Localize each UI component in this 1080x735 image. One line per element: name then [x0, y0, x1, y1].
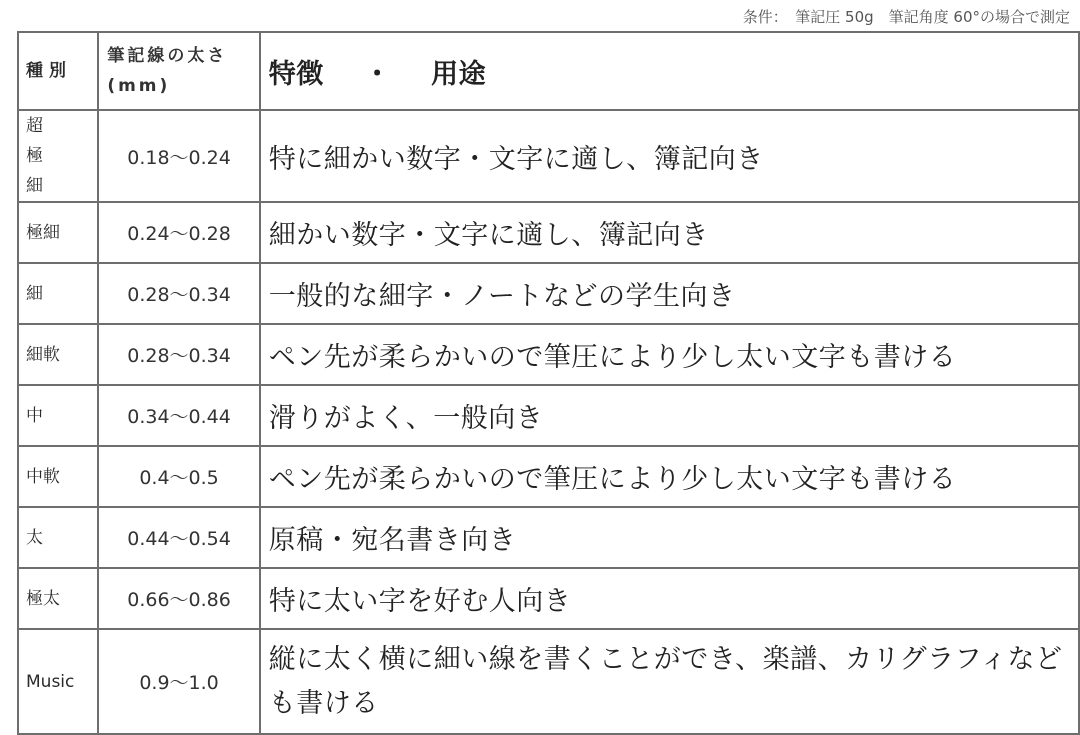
table-row [18, 385, 1079, 446]
row-type: 細軟 [18, 324, 98, 385]
row-line-width: 0.18〜0.24 [98, 110, 259, 202]
row-features: ペン先が柔らかいので筆圧により少し太い文字も書ける [260, 324, 1079, 385]
table-header-row [18, 32, 1079, 110]
measurement-condition: 条件： 筆記圧 50g 筆記角度 60°の場合で測定 [742, 8, 1070, 26]
row-type: 中 [18, 385, 98, 446]
row-line-width: 0.44〜0.54 [98, 507, 259, 568]
table-row [18, 446, 1079, 507]
row-features: 特に太い字を好む人向き [260, 568, 1079, 629]
table-row [18, 263, 1079, 324]
row-type: Music [18, 629, 98, 734]
row-features: 縦に太く横に細い線を書くことができ、楽譜、カリグラフィなども書ける [260, 629, 1079, 734]
row-features: 一般的な細字・ノートなどの学生向き [260, 263, 1079, 324]
row-features: ペン先が柔らかいので筆圧により少し太い文字も書ける [260, 446, 1079, 507]
nib-spec-table [17, 31, 1080, 735]
header-line-width: 筆記線の太さ(mm) [98, 32, 259, 110]
header-features: 特徴 ・ 用途 [260, 32, 1079, 110]
row-line-width: 0.9〜1.0 [98, 629, 259, 734]
header-type: 種別 [18, 32, 98, 110]
row-type: 中軟 [18, 446, 98, 507]
row-type: 極細 [18, 202, 98, 263]
row-line-width: 0.28〜0.34 [98, 263, 259, 324]
row-features: 特に細かい数字・文字に適し、簿記向き [260, 110, 1079, 202]
row-features: 原稿・宛名書き向き [260, 507, 1079, 568]
row-features: 滑りがよく、一般向き [260, 385, 1079, 446]
row-type: 細 [18, 263, 98, 324]
row-type: 太 [18, 507, 98, 568]
row-type: 極太 [18, 568, 98, 629]
table-row [18, 202, 1079, 263]
row-type: 超極細 [18, 110, 98, 202]
table-row [18, 568, 1079, 629]
table-row [18, 110, 1079, 202]
table-row [18, 324, 1079, 385]
row-line-width: 0.24〜0.28 [98, 202, 259, 263]
row-line-width: 0.34〜0.44 [98, 385, 259, 446]
table-row [18, 629, 1079, 734]
row-line-width: 0.66〜0.86 [98, 568, 259, 629]
row-line-width: 0.28〜0.34 [98, 324, 259, 385]
table-row [18, 507, 1079, 568]
row-features: 細かい数字・文字に適し、簿記向き [260, 202, 1079, 263]
row-line-width: 0.4〜0.5 [98, 446, 259, 507]
